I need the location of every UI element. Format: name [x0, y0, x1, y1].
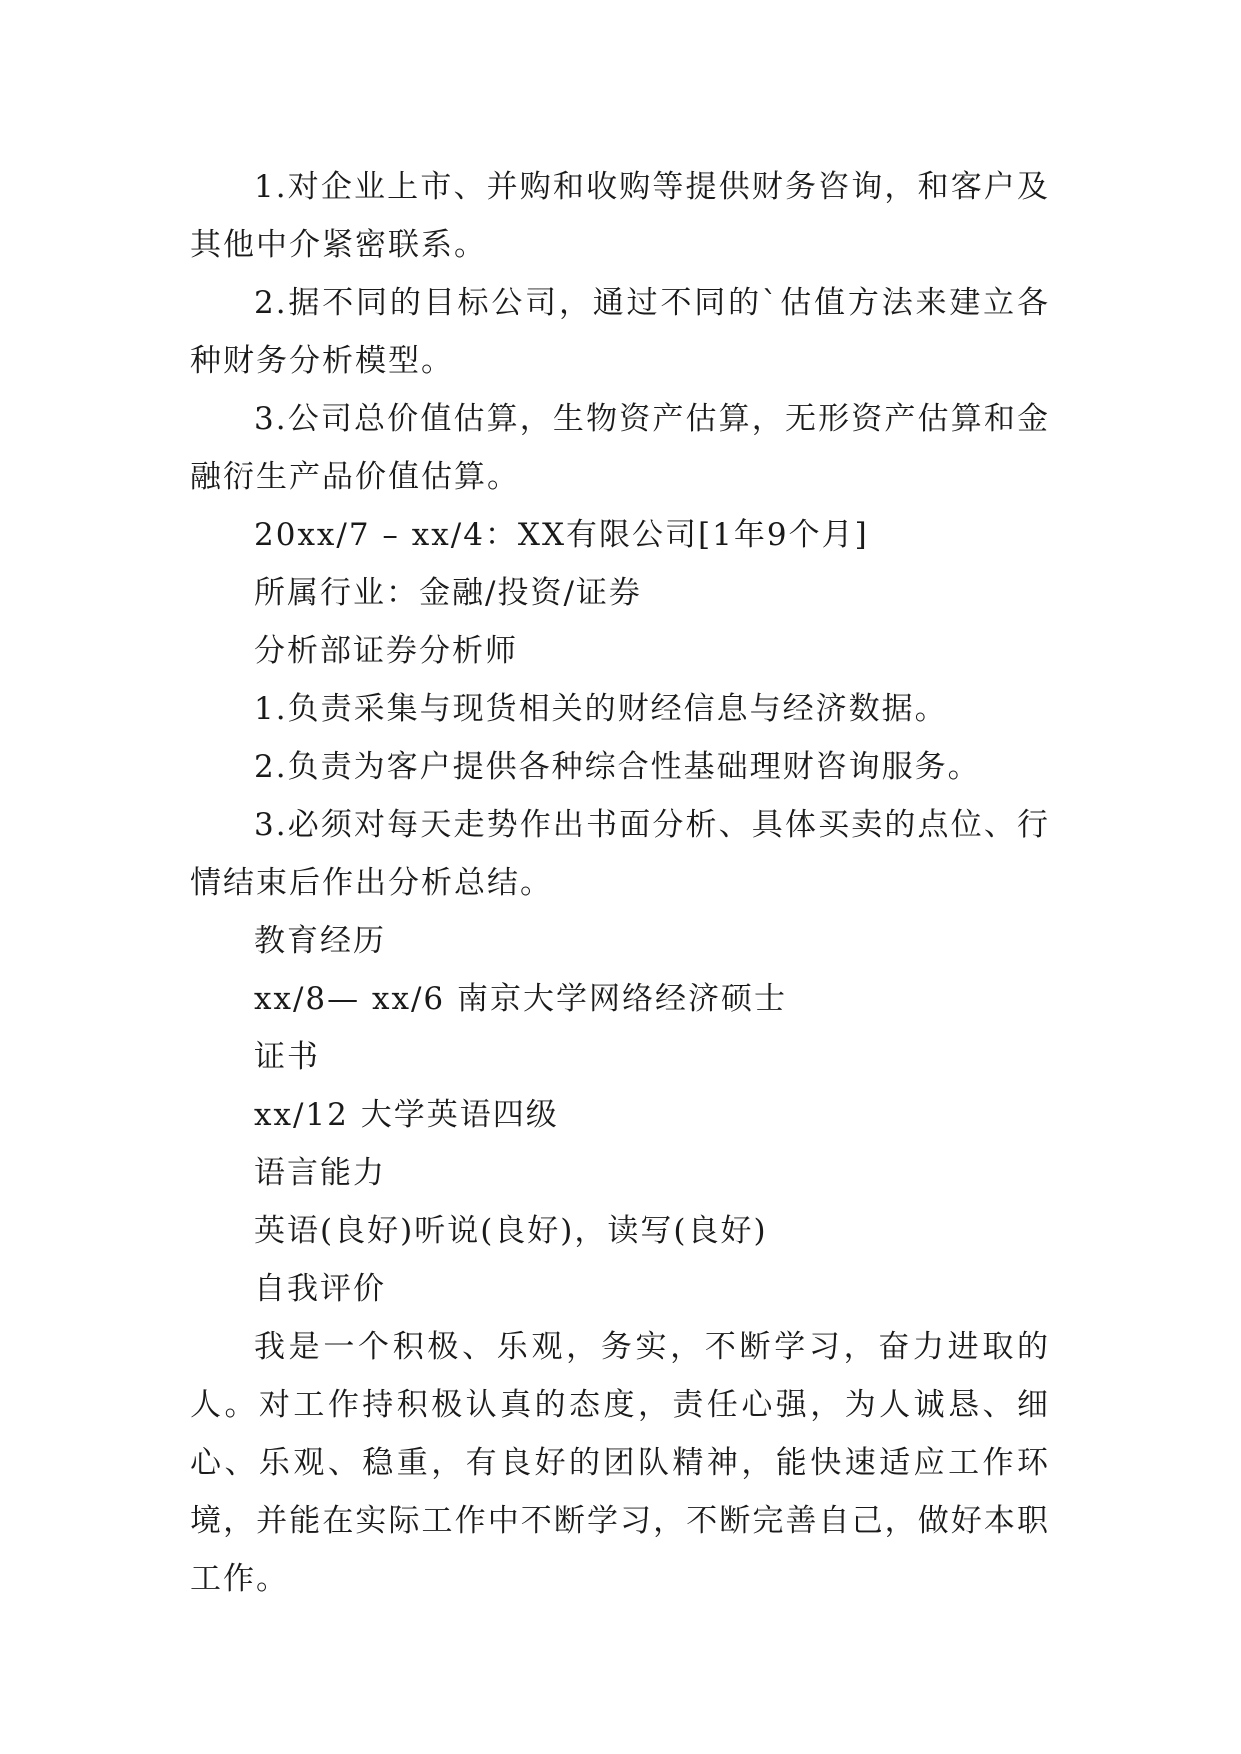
- duty-item-1: 1.对企业上市、并购和收购等提供财务咨询，和客户及其他中介紧密联系。: [190, 169, 1050, 263]
- job-title: 分析部证券分析师: [254, 633, 518, 669]
- job-duty-1: 1.负责采集与现货相关的财经信息与经济数据。: [254, 691, 948, 727]
- document-body: [190, 158, 1050, 1608]
- duty-item-3: 3.公司总价值估算，生物资产估算，无形资产估算和金融衍生产品价值估算。: [190, 401, 1050, 495]
- education-entry: xx/8— xx/6 南京大学网络经济硕士: [254, 981, 787, 1017]
- job-industry: 所属行业：金融/投资/证券: [254, 575, 642, 611]
- job-duty-3: 3.必须对每天走势作出书面分析、具体买卖的点位、行情结束后作出分析总结。: [190, 807, 1050, 901]
- duty-item-2: 2.据不同的目标公司，通过不同的`估值方法来建立各种财务分析模型。: [190, 285, 1050, 379]
- education-heading: 教育经历: [254, 923, 386, 959]
- self-evaluation-heading: 自我评价: [254, 1271, 386, 1307]
- self-evaluation-text: 我是一个积极、乐观，务实，不断学习，奋力进取的人。对工作持积极认真的态度，责任心强，为人诚恳、细心、乐观、稳重，有良好的团队精神，能快速适应工作环境，并能在实际工作中不断学习，不断完善自己，做好本职工作。: [190, 1329, 1050, 1597]
- certificate-entry: xx/12 大学英语四级: [254, 1097, 559, 1133]
- certificate-heading: 证书: [254, 1039, 320, 1075]
- job-duty-2: 2.负责为客户提供各种综合性基础理财咨询服务。: [254, 749, 981, 785]
- job-period: 20xx/7 – xx/4：XX有限公司[1年9个月]: [254, 517, 869, 553]
- language-entry: 英语(良好)听说(良好)，读写(良好): [254, 1213, 768, 1249]
- language-heading: 语言能力: [254, 1155, 386, 1191]
